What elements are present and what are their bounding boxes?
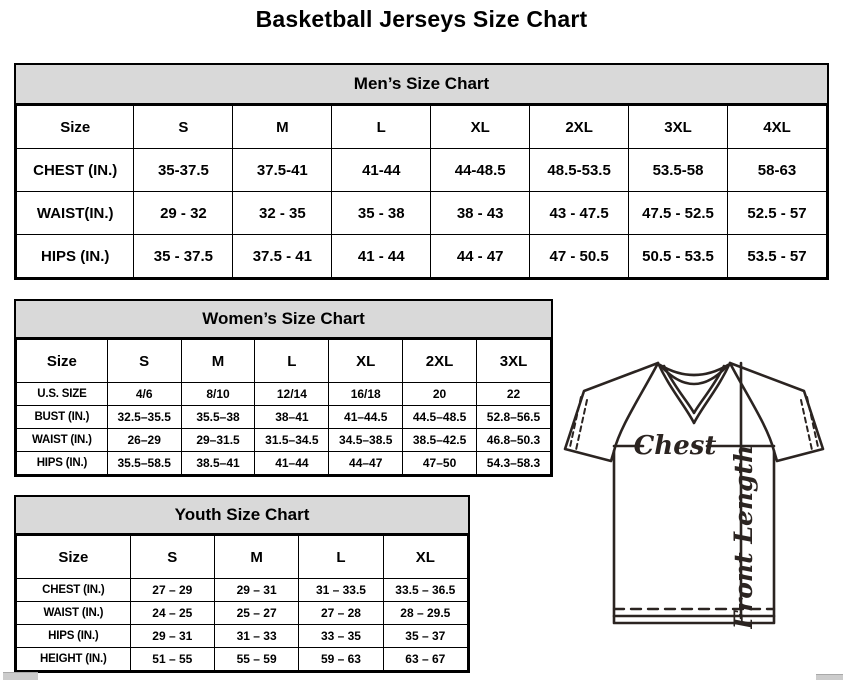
measurement-cell: 53.5-58 [629, 149, 728, 192]
measurement-cell: 47 - 50.5 [530, 235, 629, 278]
measurement-cell: 52.5 - 57 [727, 192, 826, 235]
jersey-diagram [560, 357, 832, 629]
measurement-cell: 28 – 29.5 [383, 602, 467, 625]
measurement-cell: 27 – 29 [130, 579, 214, 602]
youth-chart-title: Youth Size Chart [16, 497, 468, 535]
size-column-header: M [181, 340, 255, 383]
measurement-cell: 35.5–38 [181, 406, 255, 429]
measurement-cell: 38.5–42.5 [403, 429, 477, 452]
front-length-label: Front Length [729, 444, 758, 629]
measurement-cell: 31 – 33.5 [299, 579, 383, 602]
measurement-row [17, 648, 468, 671]
measurement-cell: 41–44 [255, 452, 329, 475]
size-column-header: S [107, 340, 181, 383]
youth-size-chart [14, 495, 470, 673]
measurement-cell: 48.5-53.5 [530, 149, 629, 192]
measurement-cell: 47–50 [403, 452, 477, 475]
measurement-cell: 32.5–35.5 [107, 406, 181, 429]
measurement-cell: 29 - 32 [134, 192, 233, 235]
measurement-row [17, 235, 827, 278]
measurement-cell: 41–44.5 [329, 406, 403, 429]
measurement-cell: 27 – 28 [299, 602, 383, 625]
row-label: U.S. SIZE [17, 383, 108, 406]
measurement-cell: 44 - 47 [431, 235, 530, 278]
size-column-header: L [255, 340, 329, 383]
size-column-label: Size [17, 106, 134, 149]
measurement-cell: 25 – 27 [214, 602, 298, 625]
measurement-cell: 50.5 - 53.5 [629, 235, 728, 278]
measurement-cell: 44.5–48.5 [403, 406, 477, 429]
row-label: WAIST (IN.) [17, 429, 108, 452]
measurement-cell: 53.5 - 57 [727, 235, 826, 278]
measurement-cell: 26–29 [107, 429, 181, 452]
measurement-cell: 41-44 [332, 149, 431, 192]
size-column-header: M [214, 536, 298, 579]
row-label: HIPS (IN.) [17, 452, 108, 475]
row-label: HIPS (IN.) [17, 625, 131, 648]
measurement-cell: 4/6 [107, 383, 181, 406]
measurement-cell: 35 - 38 [332, 192, 431, 235]
size-column-header: XL [383, 536, 467, 579]
measurement-row [17, 192, 827, 235]
size-column-label: Size [17, 536, 131, 579]
measurement-cell: 54.3–58.3 [476, 452, 550, 475]
measurement-row [17, 579, 468, 602]
row-label: WAIST (IN.) [17, 602, 131, 625]
mens-size-chart [14, 63, 829, 280]
size-column-header: L [332, 106, 431, 149]
size-column-header: 3XL [476, 340, 550, 383]
size-column-header: S [134, 106, 233, 149]
measurement-cell: 41 - 44 [332, 235, 431, 278]
measurement-row [17, 383, 551, 406]
size-column-header: XL [329, 340, 403, 383]
womens-chart-title: Women’s Size Chart [16, 301, 551, 339]
measurement-cell: 35-37.5 [134, 149, 233, 192]
row-label: HIPS (IN.) [17, 235, 134, 278]
measurement-cell: 38–41 [255, 406, 329, 429]
measurement-cell: 35.5–58.5 [107, 452, 181, 475]
row-label: HEIGHT (IN.) [17, 648, 131, 671]
row-label: WAIST(IN.) [17, 192, 134, 235]
measurement-cell: 20 [403, 383, 477, 406]
chest-label: Chest [633, 431, 717, 461]
measurement-row [17, 625, 468, 648]
measurement-cell: 12/14 [255, 383, 329, 406]
measurement-cell: 38.5–41 [181, 452, 255, 475]
size-column-header: L [299, 536, 383, 579]
size-column-label: Size [17, 340, 108, 383]
measurement-cell: 44-48.5 [431, 149, 530, 192]
measurement-cell: 35 – 37 [383, 625, 467, 648]
measurement-cell: 47.5 - 52.5 [629, 192, 728, 235]
bottom-right-fragment [816, 674, 843, 680]
measurement-cell: 38 - 43 [431, 192, 530, 235]
page-title: Basketball Jerseys Size Chart [255, 6, 588, 32]
measurement-cell: 37.5 - 41 [233, 235, 332, 278]
measurement-cell: 31.5–34.5 [255, 429, 329, 452]
size-column-header: XL [431, 106, 530, 149]
measurement-cell: 16/18 [329, 383, 403, 406]
measurement-row [17, 429, 551, 452]
size-column-header: M [233, 106, 332, 149]
mens-size-table [16, 105, 827, 278]
measurement-cell: 35 - 37.5 [134, 235, 233, 278]
jersey-outline [565, 363, 823, 623]
measurement-cell: 22 [476, 383, 550, 406]
measurement-cell: 44–47 [329, 452, 403, 475]
measurement-cell: 51 – 55 [130, 648, 214, 671]
measurement-row [17, 452, 551, 475]
collar-icon [660, 365, 728, 384]
measurement-cell: 58-63 [727, 149, 826, 192]
measurement-cell: 34.5–38.5 [329, 429, 403, 452]
measurement-cell: 52.8–56.5 [476, 406, 550, 429]
measurement-cell: 24 – 25 [130, 602, 214, 625]
measurement-cell: 29 – 31 [130, 625, 214, 648]
row-label: BUST (IN.) [17, 406, 108, 429]
measurement-cell: 43 - 47.5 [530, 192, 629, 235]
measurement-row [17, 406, 551, 429]
measurement-cell: 33 – 35 [299, 625, 383, 648]
row-label: CHEST (IN.) [17, 149, 134, 192]
measurement-row [17, 602, 468, 625]
measurement-cell: 37.5-41 [233, 149, 332, 192]
size-column-header: 3XL [629, 106, 728, 149]
measurement-cell: 29–31.5 [181, 429, 255, 452]
measurement-cell: 63 – 67 [383, 648, 467, 671]
measurement-row [17, 149, 827, 192]
measurement-cell: 8/10 [181, 383, 255, 406]
measurement-cell: 32 - 35 [233, 192, 332, 235]
size-column-header: S [130, 536, 214, 579]
mens-chart-title: Men’s Size Chart [16, 65, 827, 105]
size-column-header: 2XL [530, 106, 629, 149]
size-column-header: 4XL [727, 106, 826, 149]
womens-size-table [16, 339, 551, 475]
row-label: CHEST (IN.) [17, 579, 131, 602]
measurement-cell: 55 – 59 [214, 648, 298, 671]
measurement-cell: 31 – 33 [214, 625, 298, 648]
measurement-cell: 29 – 31 [214, 579, 298, 602]
measurement-cell: 33.5 – 36.5 [383, 579, 467, 602]
measurement-cell: 46.8–50.3 [476, 429, 550, 452]
youth-size-table [16, 535, 468, 671]
womens-size-chart [14, 299, 553, 477]
measurement-cell: 59 – 63 [299, 648, 383, 671]
size-column-header: 2XL [403, 340, 477, 383]
